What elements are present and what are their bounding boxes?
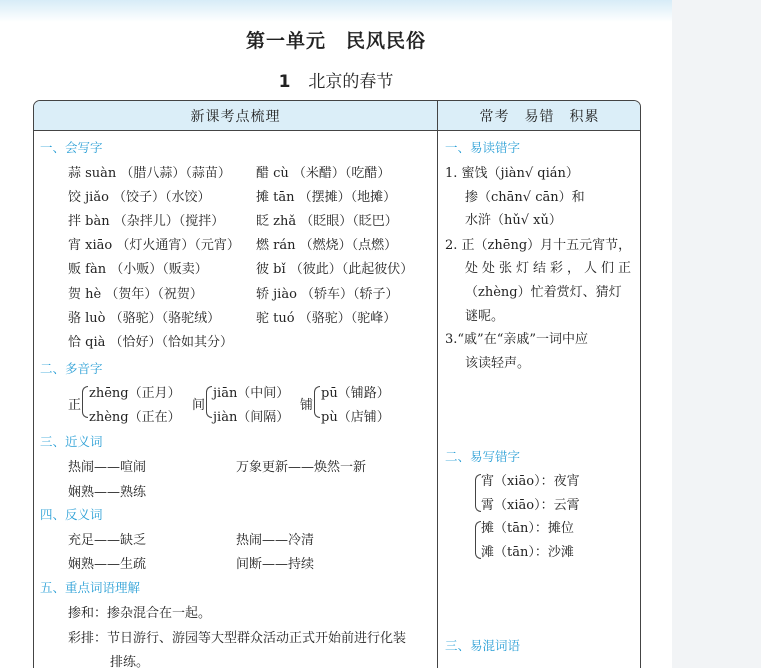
lesson-name: 北京的春节 <box>308 72 394 92</box>
pronunciation-item: （zhèng）忙着赏灯、猜灯 <box>465 285 622 300</box>
section-heading: 二、易写错字 <box>445 449 521 464</box>
top-band <box>0 0 672 22</box>
header-right: 常考 易错 积累 <box>479 109 600 125</box>
antonym-pair: 充足——缺乏 <box>68 533 147 548</box>
pronunciation-item: 水浒（hǔ√ xǔ） <box>465 213 562 228</box>
pronunciation-item: 处处张灯结彩，人们正 <box>465 261 636 276</box>
char-item: 摊 tān （摆摊）（地摊） <box>256 190 397 205</box>
header-left: 新课考点梳理 <box>190 109 281 125</box>
char-item: 贩 fàn （小贩）（贩卖） <box>68 262 208 277</box>
brace-icon <box>314 386 320 418</box>
pronunciation-item: 3.“戚”在“亲戚”一词中应 <box>445 332 588 347</box>
section-heading: 三、易混词语 <box>445 638 521 653</box>
char-item: 彼 bǐ （彼此）（此起彼伏） <box>256 262 414 277</box>
polyphone-char: 铺 <box>300 398 314 413</box>
pronunciation-item: 2. 正（zhēng）月十五元宵节， <box>445 238 632 253</box>
lesson-title <box>0 67 672 92</box>
pronunciation-item: 1. 蜜饯（jiàn√ qián） <box>445 166 579 181</box>
section-heading: 二、多音字 <box>40 361 103 376</box>
term-definition: 排练。 <box>110 655 150 668</box>
polyphone-reading: pū（铺路） <box>321 386 390 401</box>
miswrite-item: 滩（tān）：沙滩 <box>481 545 574 560</box>
char-item: 驼 tuó （骆驼）（驼峰） <box>256 311 397 326</box>
char-item: 醋 cù （米醋）（吃醋） <box>256 166 391 181</box>
term-definition: 掺和：掺杂混合在一起。 <box>68 606 212 621</box>
section-heading: 五、重点词语理解 <box>40 580 141 595</box>
polyphone-reading: pù（店铺） <box>321 410 390 425</box>
lesson-number: 1 <box>278 72 291 92</box>
brace-icon <box>82 386 88 418</box>
pronunciation-item: 掺（chān√ cān）和 <box>465 190 585 205</box>
term-definition: 彩排：节日游行、游园等大型群众活动正式开始前进行化装 <box>68 631 407 646</box>
char-item: 恰 qià （恰好）（恰如其分） <box>68 335 233 350</box>
synonym-pair: 万象更新——焕然一新 <box>236 460 367 475</box>
polyphone-char: 正 <box>68 398 82 413</box>
antonym-pair: 娴熟——生疏 <box>68 557 147 572</box>
brace-icon <box>206 386 212 418</box>
antonym-pair: 热闹——冷清 <box>236 533 315 548</box>
char-item: 饺 jiǎo （饺子）（水饺） <box>68 190 211 205</box>
section-heading: 四、反义词 <box>40 507 103 522</box>
polyphone-reading: zhēng（正月） <box>89 386 181 401</box>
section-heading: 一、易读错字 <box>445 140 521 155</box>
column-divider <box>437 101 438 668</box>
antonym-pair: 间断——持续 <box>236 557 315 572</box>
char-item: 蒜 suàn （腊八蒜）（蒜苗） <box>68 166 231 181</box>
char-item: 燃 rán （燃烧）（点燃） <box>256 238 398 253</box>
polyphone-reading: jiàn（间隔） <box>213 410 290 425</box>
miswrite-item: 摊（tān）：摊位 <box>481 521 574 536</box>
pronunciation-item: 谜呢。 <box>465 309 505 324</box>
polyphone-reading: jiān（中间） <box>213 386 290 401</box>
pronunciation-item: 该读轻声。 <box>465 356 531 371</box>
polyphone-char: 间 <box>192 398 206 413</box>
unit-title: 第一单元 民风民俗 <box>245 30 426 52</box>
viewer-background <box>672 0 761 668</box>
char-item: 轿 jiào （轿车）（轿子） <box>256 287 399 302</box>
synonym-pair: 娴熟——熟练 <box>68 485 147 500</box>
section-heading: 一、会写字 <box>40 140 103 155</box>
char-item: 拌 bàn （杂拌儿）（搅拌） <box>68 214 225 229</box>
polyphone-reading: zhèng（正在） <box>89 410 181 425</box>
char-item: 眨 zhǎ （眨眼）（眨巴） <box>256 214 398 229</box>
miswrite-item: 宵（xiāo）：夜宵 <box>481 474 580 489</box>
char-item: 贺 hè （贺年）（祝贺） <box>68 287 203 302</box>
section-heading: 三、近义词 <box>40 434 103 449</box>
char-item: 骆 luò （骆驼）（骆驼绒） <box>68 311 221 326</box>
synonym-pair: 热闹——喧闹 <box>68 460 147 475</box>
char-item: 宵 xiāo （灯火通宵）（元宵） <box>68 238 240 253</box>
miswrite-item: 霄（xiāo）：云霄 <box>481 498 580 513</box>
